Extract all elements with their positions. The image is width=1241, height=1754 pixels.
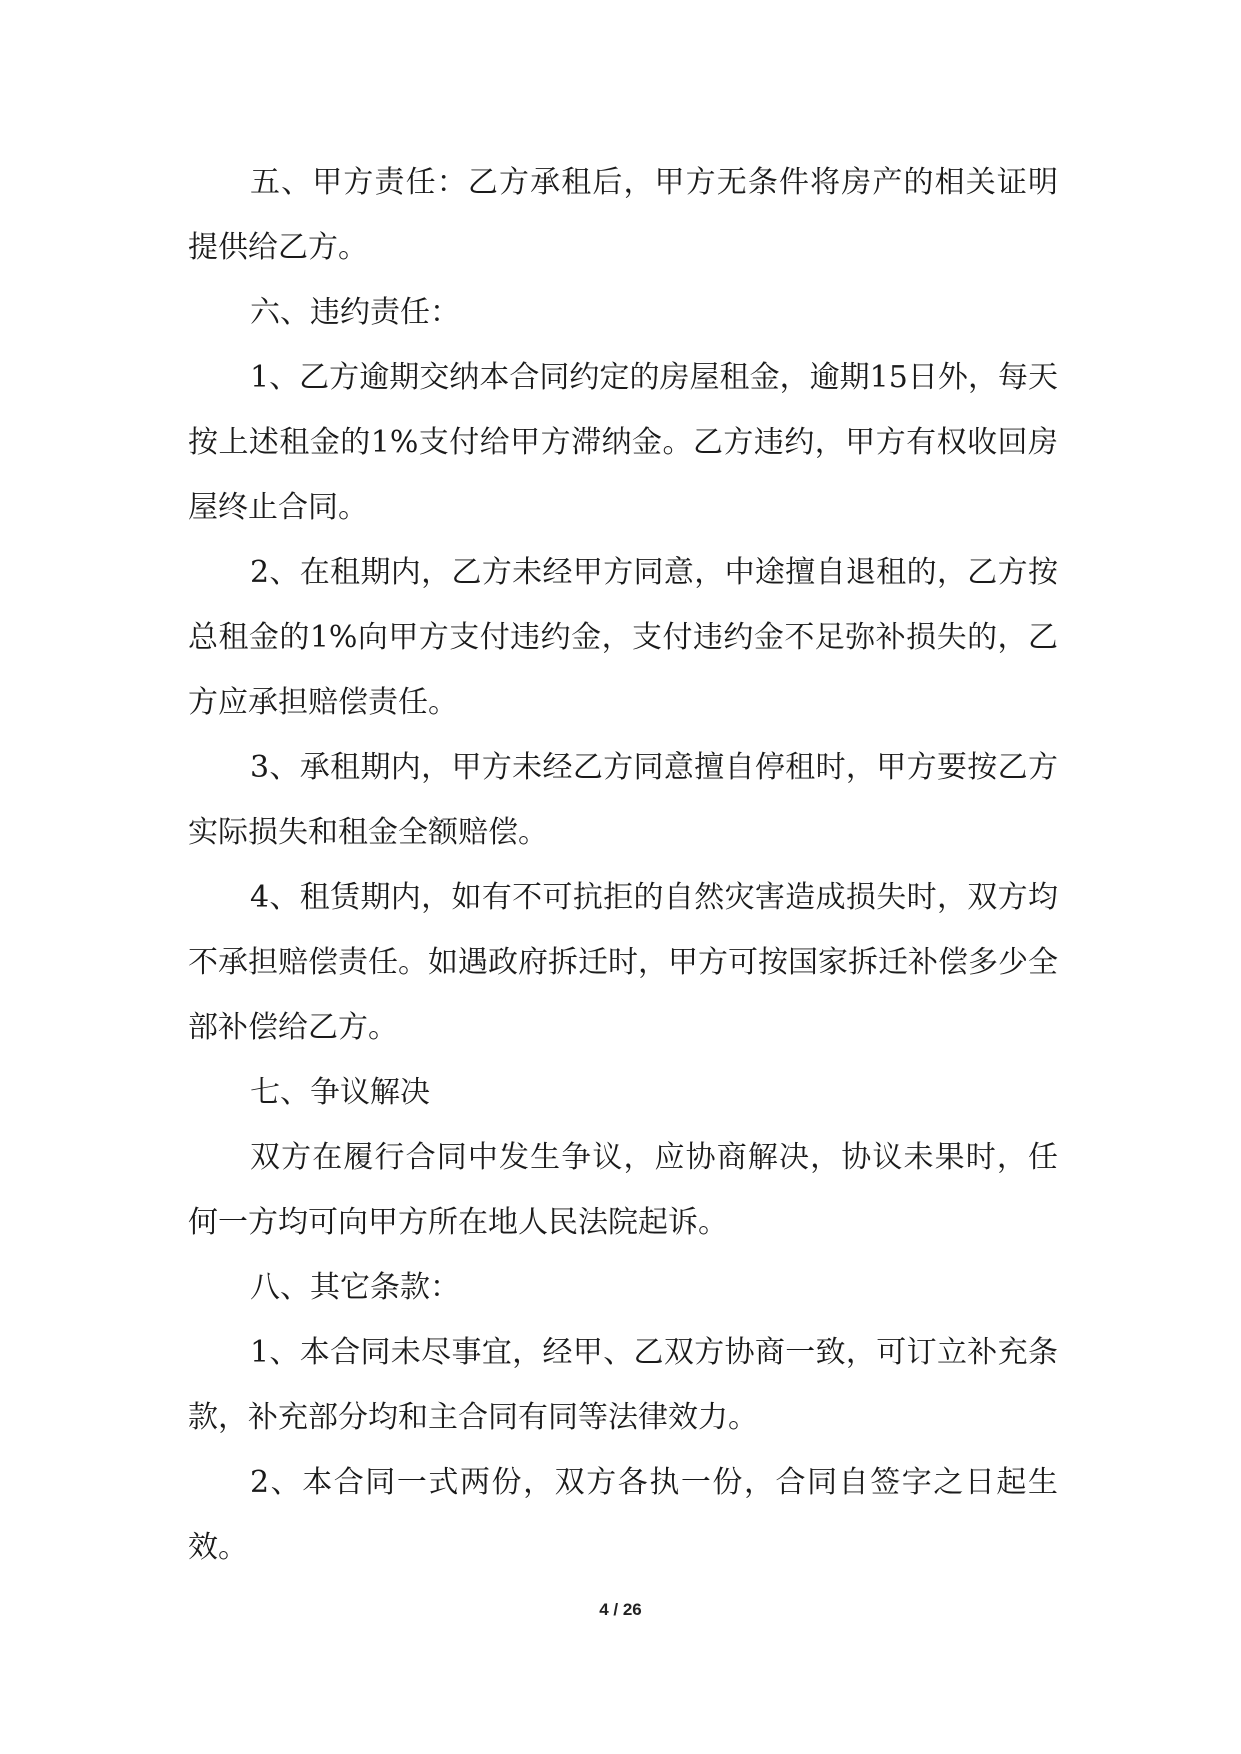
- page-number: 4 / 26: [599, 1600, 642, 1619]
- heading-breach-liability: 六、违约责任：: [250, 295, 460, 330]
- paragraph-breach-4: 4、租赁期内，如有不可抗拒的自然灾害造成损失时，双方均不承担赔偿责任。如遇政府拆迁时，甲方可按国家拆迁补偿多少全部补偿给乙方。: [188, 880, 1058, 1045]
- paragraph-landlord-duty: 五、甲方责任：乙方承租后，甲方无条件将房产的相关证明提供给乙方。: [188, 165, 1058, 265]
- paragraph-other-2: 2、本合同一式两份，双方各执一份，合同自签字之日起生效。: [188, 1465, 1058, 1565]
- paragraph-dispute: 双方在履行合同中发生争议，应协商解决，协议未果时，任何一方均可向甲方所在地人民法院起诉。: [188, 1140, 1058, 1240]
- paragraph-breach-3: 3、承租期内，甲方未经乙方同意擅自停租时，甲方要按乙方实际损失和租金全额赔偿。: [188, 750, 1058, 850]
- heading-other-terms: 八、其它条款：: [250, 1270, 460, 1305]
- heading-dispute-resolution: 七、争议解决: [250, 1075, 430, 1110]
- paragraph-breach-1: 1、乙方逾期交纳本合同约定的房屋租金，逾期15日外，每天按上述租金的1%支付给甲方滞纳金。乙方违约，甲方有权收回房屋终止合同。: [188, 360, 1058, 525]
- paragraph-other-1: 1、本合同未尽事宜，经甲、乙双方协商一致，可订立补充条款，补充部分均和主合同有同等法律效力。: [188, 1335, 1058, 1435]
- paragraph-breach-2: 2、在租期内，乙方未经甲方同意，中途擅自退租的，乙方按总租金的1%向甲方支付违约金，支付违约金不足弥补损失的，乙方应承担赔偿责任。: [188, 555, 1058, 720]
- document-body: [188, 150, 1058, 1580]
